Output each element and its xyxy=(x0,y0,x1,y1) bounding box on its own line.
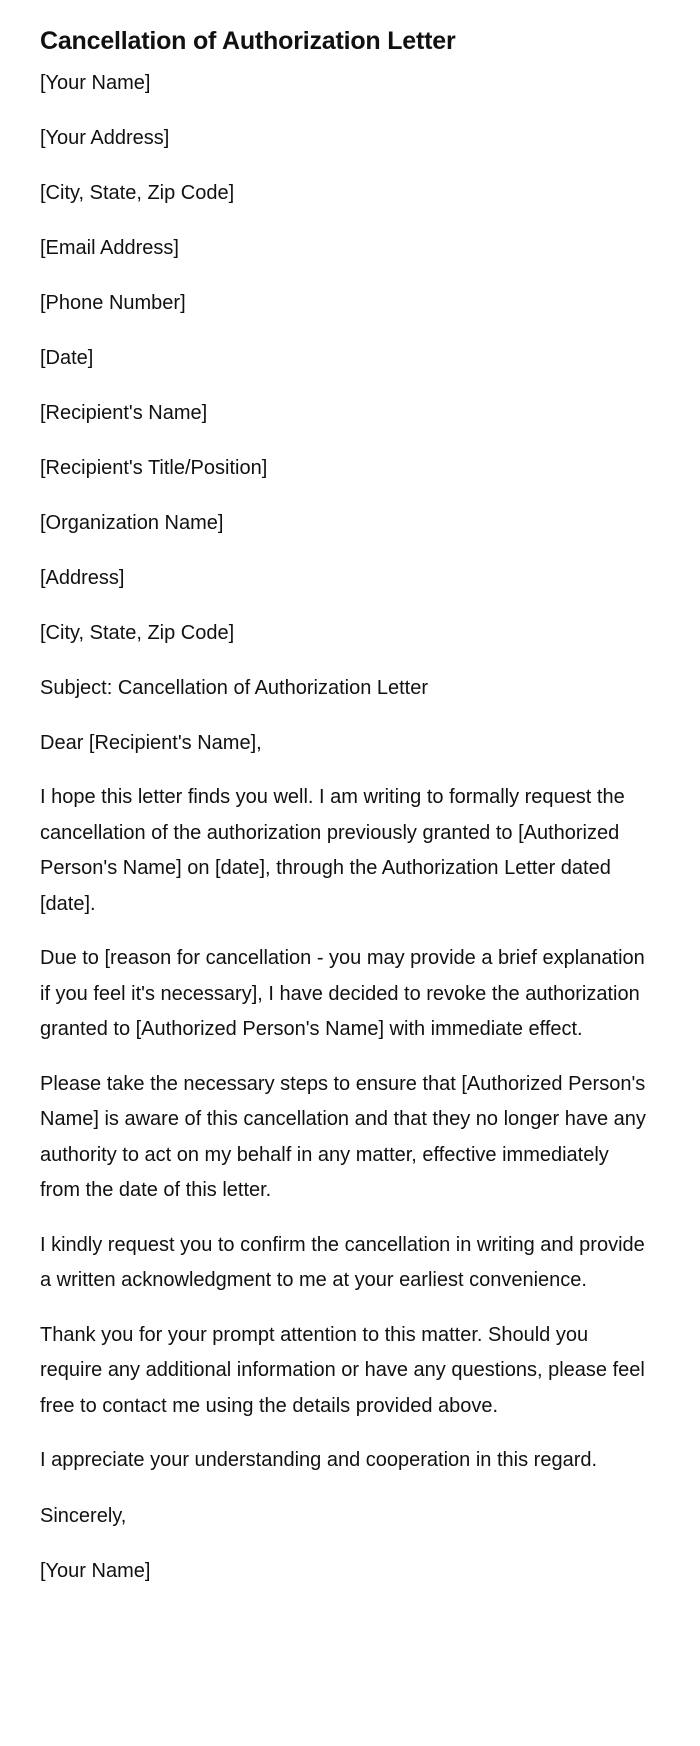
recipient-title: [Recipient's Title/Position] xyxy=(40,457,268,479)
body-paragraph: I kindly request you to confirm the cancellation in writing and provide a written acknowledgment to me at your earliest convenience. xyxy=(40,1233,645,1291)
sender-email: [Email Address] xyxy=(40,237,179,259)
recipient-city-state-zip: [City, State, Zip Code] xyxy=(40,622,235,644)
sender-name: [Your Name] xyxy=(40,72,151,94)
signature-name: [Your Name] xyxy=(40,1559,151,1582)
subject-line: Subject: Cancellation of Authorization Letter xyxy=(40,677,429,699)
recipient-name: [Recipient's Name] xyxy=(40,402,208,424)
salutation: Dear [Recipient's Name], xyxy=(40,732,262,754)
body-paragraph: Thank you for your prompt attention to this matter. Should you require any additional information or have any questions, please feel free to contact me using the details provided above. xyxy=(40,1323,645,1417)
body-paragraph: Please take the necessary steps to ensure that [Authorized Person's Name] is aware of this cancellation and that they no longer have any authority to act on my behalf in any matter, effective immediately from the date of this letter. xyxy=(40,1072,646,1201)
letter-date: [Date] xyxy=(40,347,94,369)
letter-title: Cancellation of Authorization Letter xyxy=(40,27,456,55)
sender-phone: [Phone Number] xyxy=(40,292,186,314)
recipient-address: [Address] xyxy=(40,567,125,589)
body-paragraph: I hope this letter finds you well. I am writing to formally request the cancellation of the authorization previously granted to [Authorized Person's Name] on [date], through the Authorization Letter dated [date]. xyxy=(40,786,625,915)
body-paragraph: I appreciate your understanding and cooperation in this regard. xyxy=(40,1449,598,1471)
sender-address: [Your Address] xyxy=(40,127,170,149)
recipient-organization: [Organization Name] xyxy=(40,512,224,534)
sender-city-state-zip: [City, State, Zip Code] xyxy=(40,182,235,204)
body-paragraph: Due to [reason for cancellation - you may provide a brief explanation if you feel it's necessary], I have decided to revoke the authorization granted to [Authorized Person's Name] with immediate effect. xyxy=(40,947,645,1040)
closing: Sincerely, xyxy=(40,1504,127,1527)
